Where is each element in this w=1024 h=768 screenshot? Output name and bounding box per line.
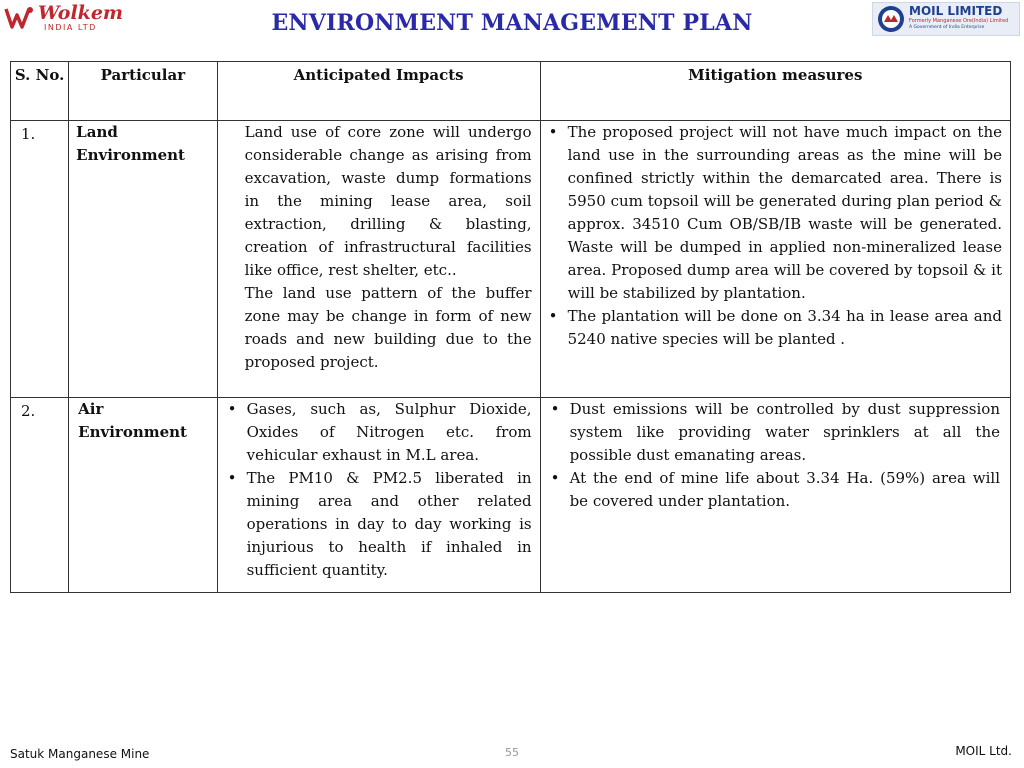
row-particular: Air Environment xyxy=(69,398,217,593)
header-particular: Particular xyxy=(69,62,217,121)
row-mitigation xyxy=(540,121,1010,398)
moil-tagline-text: Formerly Manganese Ore(India) Limited xyxy=(909,18,1009,24)
table-header-row xyxy=(11,62,1011,121)
wolkem-sub-text: INDIA LTD xyxy=(44,23,97,32)
row-sno: 1. xyxy=(11,121,69,398)
table-row xyxy=(11,398,1011,593)
moil-name-text: MOIL LIMITED xyxy=(909,4,1003,18)
list-item: • Dust emissions will be controlled by dust suppression system like providing water sprinklers at all the possible dust emanating areas. xyxy=(570,398,1000,467)
list-item: • The PM10 & PM2.5 liberated in mining area and other related operations in day to day working is injurious to health if inhaled in sufficient quantity. xyxy=(247,467,532,582)
page-title: ENVIRONMENT MANAGEMENT PLAN xyxy=(271,10,753,36)
row-particular: Land Environment xyxy=(69,121,217,398)
table-row xyxy=(11,121,1011,398)
impact-paragraph: The land use pattern of the buffer zone may be change in form of new roads and new building due to the proposed project. xyxy=(244,284,532,371)
list-item: • The proposed project will not have much impact on the land use in the surrounding areas as the mine will be confined strictly within the demarcated area. There is 5950 cum topsoil will be generated during plan period & approx. 34510 Cum OB/SB/IB waste will be generated. Waste will be dumped in applied non-mineralized lease area. Proposed dump area will be covered by topsoil & it will be stabilized by plantation. xyxy=(568,121,1002,305)
footer-site-name: Satuk Manganese Mine xyxy=(10,747,150,761)
emp-table xyxy=(10,61,1011,593)
row-impacts xyxy=(217,398,540,593)
wolkem-brand-text: Wolkem xyxy=(38,2,124,24)
row-mitigation xyxy=(540,398,1010,593)
header-anticipated-impacts: Anticipated Impacts xyxy=(217,62,540,121)
row-impacts xyxy=(217,121,540,398)
list-item: • The plantation will be done on 3.34 ha in lease area and 5240 native species will be planted . xyxy=(568,305,1002,351)
impact-paragraph: Land use of core zone will undergo considerable change as arising from excavation, waste dump formations in the mining lease area, soil extraction, drilling & blasting, creation of infrastructural facilities like office, rest shelter, etc.. xyxy=(244,123,532,279)
footer-company: MOIL Ltd. xyxy=(955,744,1012,758)
moil-enterprise-text: A Government of India Enterprise xyxy=(909,25,985,30)
header-mitigation-measures: Mitigation measures xyxy=(540,62,1010,121)
mitigation-list xyxy=(568,121,1002,351)
mitigation-list xyxy=(570,398,1000,513)
list-item: • Gases, such as, Sulphur Dioxide, Oxides of Nitrogen etc. from vehicular exhaust in M.L area. xyxy=(247,398,532,467)
impacts-list xyxy=(247,398,532,582)
moil-logo xyxy=(872,2,1020,36)
list-item: • At the end of mine life about 3.34 Ha. (59%) area will be covered under plantation. xyxy=(570,467,1000,513)
moil-seal-icon xyxy=(877,5,905,33)
footer-page-number: 55 xyxy=(505,746,519,759)
header-sno: S. No. xyxy=(11,62,69,121)
row-sno: 2. xyxy=(11,398,69,593)
